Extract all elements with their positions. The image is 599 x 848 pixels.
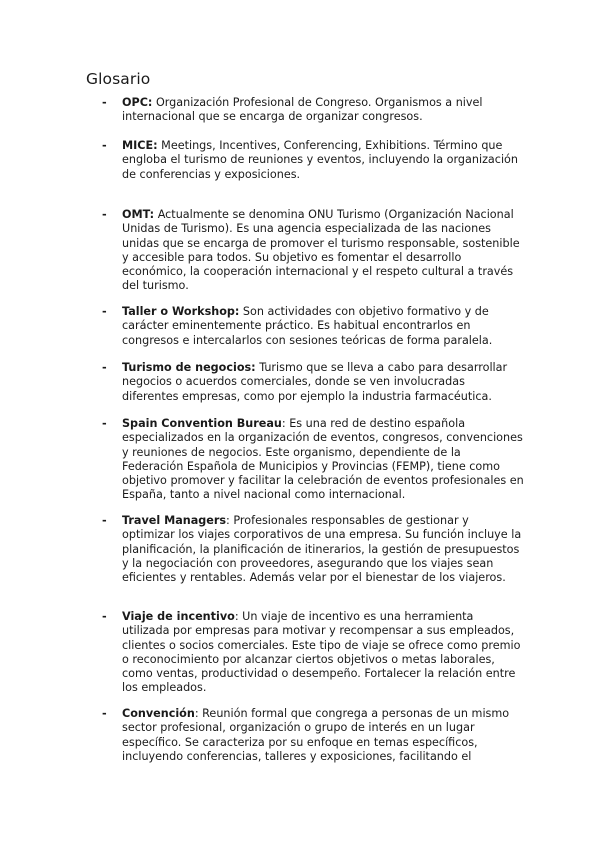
entry-separator: : <box>281 417 286 430</box>
glossary-entry-viaje-incentivo <box>104 610 524 696</box>
entry-definition: Actualmente se denomina ONU Turismo (Organización Nacional Unidas de Turismo). Es una agencia especializada de las naciones unidas que se encarga de promover el turismo responsable, sostenible y accesible para todos. Su objetivo es fomentar el desarrollo económico, la cooperación internacional y el respeto cultural a través del turismo. <box>122 208 520 293</box>
list-bullet: - <box>102 361 107 374</box>
entry-term: Turismo de negocios: <box>122 361 256 374</box>
list-bullet: - <box>102 514 107 527</box>
glossary-entry-workshop <box>104 305 524 348</box>
entry-definition: Es una red de destino española especializados en la organización de eventos, congresos, convenciones y reuniones de negocios. Este organismo, dependiente de la Federación Española de Municipios y Provincias (FEMP), tiene como objetivo promover y facilitar la celebración de eventos profesionales en España, tanto a nivel nacional como internacional. <box>122 417 524 502</box>
glossary-entry-travel-managers <box>104 514 524 585</box>
entry-text <box>122 417 524 503</box>
list-bullet: - <box>102 305 107 318</box>
entry-separator: : <box>234 610 239 623</box>
list-bullet: - <box>102 96 107 109</box>
entry-text <box>122 208 524 294</box>
entry-separator: : <box>226 514 230 527</box>
entry-text <box>122 610 524 696</box>
entry-term: MICE: <box>122 139 158 152</box>
list-bullet: - <box>102 610 107 623</box>
list-bullet: - <box>102 139 107 152</box>
entry-term: Convención <box>122 707 195 720</box>
entry-definition: Meetings, Incentives, Conferencing, Exhibitions. Término que engloba el turismo de reuniones y eventos, incluyendo la organización de conferencias y exposiciones. <box>122 139 518 181</box>
entry-term: OPC: <box>122 96 153 109</box>
list-bullet: - <box>102 208 107 221</box>
page-title: Glosario <box>86 70 151 88</box>
entry-definition: Un viaje de incentivo es una herramienta utilizada por empresas para motivar y recompensar a sus empleados, clientes o socios comerciales. Este tipo de viaje se ofrece como premio o reconocimiento por alcanzar ciertos objetivos o metas laborales, como ventas, productividad o desempeño. Fortalecer la relación entre los empleados. <box>122 610 521 695</box>
entry-text <box>122 514 524 585</box>
list-bullet: - <box>102 417 107 430</box>
glossary-entry-opc <box>104 96 524 125</box>
entry-definition: Son actividades con objetivo formativo y de carácter eminentemente práctico. Es habitual encontrarlos en congresos e intercalarlos con sesiones teóricas de forma paralela. <box>122 305 493 347</box>
glossary-entry-mice <box>104 139 524 182</box>
entry-text <box>122 361 524 404</box>
entry-definition: Organización Profesional de Congreso. Organismos a nivel internacional que se encarga de organizar congresos. <box>122 96 483 124</box>
entry-text <box>122 305 524 348</box>
entry-definition: Profesionales responsables de gestionar y optimizar los viajes corporativos de una empresa. Su función incluye la planificación, la planificación de itinerarios, la gestión de presupuestos y la negociación con proveedores, asegurando que los viajes sean eficientes y rentables. Además velar por el bienestar de los viajeros. <box>122 514 522 585</box>
entry-term: Travel Managers <box>122 514 227 527</box>
entry-definition: Reunión formal que congrega a personas de un mismo sector profesional, organización o grupo de interés en un lugar específico. Se caracteriza por su enfoque en temas específicos, incluyendo conferencias, talleres y exposiciones, facilitando el <box>122 707 510 763</box>
glossary-entry-omt <box>104 208 524 294</box>
entry-term: Taller o Workshop: <box>122 305 240 318</box>
glossary-entry-spain-convention-bureau <box>104 417 524 503</box>
list-bullet: - <box>102 707 107 720</box>
entry-term: Viaje de incentivo <box>122 610 235 623</box>
entry-text <box>122 707 524 764</box>
glossary-entry-convencion <box>104 707 524 764</box>
entry-separator: : <box>194 707 199 720</box>
entry-definition: Turismo que se lleva a cabo para desarrollar negocios o acuerdos comerciales, donde se ven involucradas diferentes empresas, como por ejemplo la industria farmacéutica. <box>122 361 508 403</box>
entry-term: Spain Convention Bureau <box>122 417 282 430</box>
entry-text <box>122 96 524 125</box>
entry-term: OMT: <box>122 208 155 221</box>
glossary-entry-turismo-negocios <box>104 361 524 404</box>
entry-text <box>122 139 524 182</box>
